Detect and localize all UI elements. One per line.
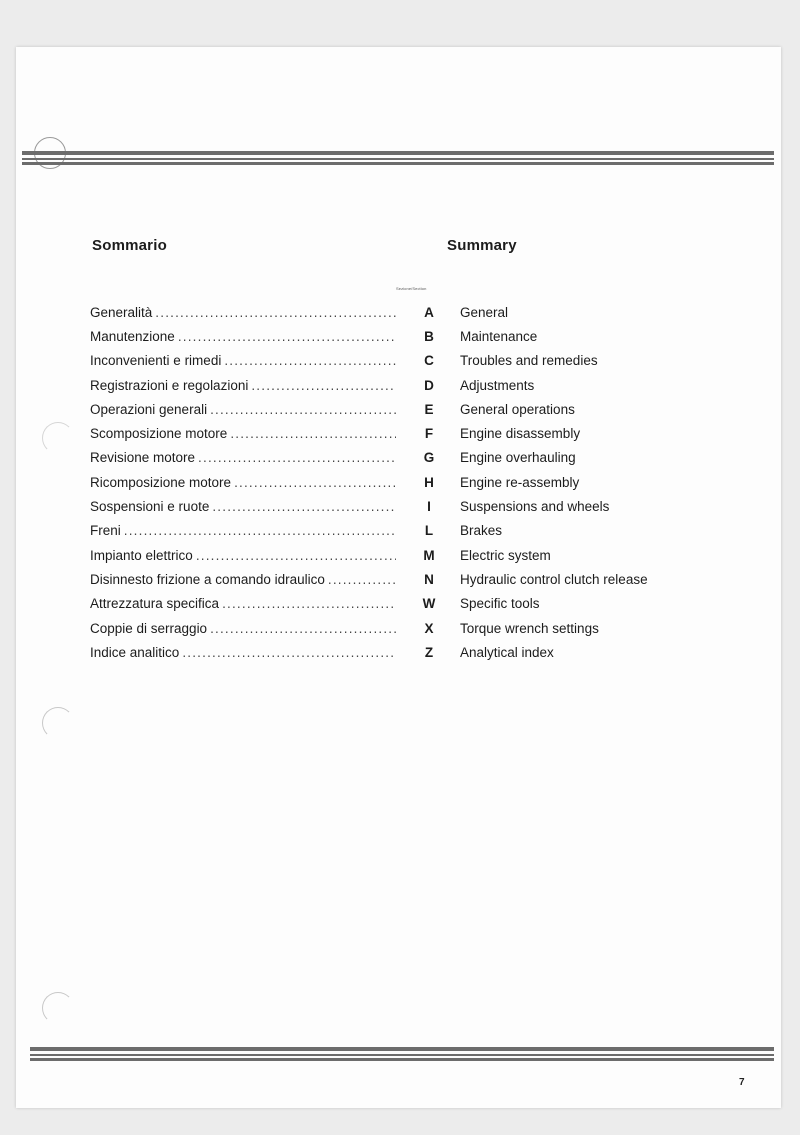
punch-hole-icon: [42, 992, 74, 1024]
toc-entry-italian: Registrazioni e regolazioni: [90, 377, 249, 393]
toc-entry[interactable]: [90, 397, 690, 421]
toc-entry[interactable]: [90, 373, 690, 397]
toc-entry[interactable]: [90, 470, 690, 494]
toc-entry-italian: Disinnesto frizione a comando idraulico: [90, 571, 325, 587]
section-column-caption: Sezione/Section: [396, 286, 427, 291]
toc-entry-section-letter: B: [424, 328, 434, 344]
toc-entry-italian: Operazioni generali: [90, 401, 208, 417]
toc-entry-italian: Sospensioni e ruote: [90, 499, 210, 515]
leader-dots: [207, 402, 396, 417]
toc-entry-english: Engine disassembly: [460, 426, 581, 442]
toc-entry-section-letter: F: [424, 426, 434, 442]
leader-dots: [221, 353, 396, 368]
toc-entry-english: General operations: [460, 401, 575, 417]
toc-entry-english: Troubles and remedies: [460, 353, 598, 369]
toc-entry-english: Adjustments: [460, 377, 535, 393]
toc-entry-english: Torque wrench settings: [460, 620, 599, 636]
toc-entry-english: Specific tools: [460, 596, 540, 612]
summary-title-english: Summary: [447, 237, 517, 254]
toc-entry-section-letter: G: [423, 450, 435, 466]
punch-hole-icon: [42, 707, 74, 739]
toc-entry-section-letter: C: [424, 353, 434, 369]
toc-entry-italian: Generalità: [90, 304, 153, 320]
leader-dots: [179, 645, 396, 660]
toc-entry-section-letter: D: [424, 377, 434, 393]
toc-entry-italian: Coppie di serraggio: [90, 620, 208, 636]
table-of-contents: [90, 300, 690, 664]
toc-entry-italian: Attrezzatura specifica: [90, 596, 220, 612]
leader-dots: [325, 572, 396, 587]
toc-entry-section-letter: N: [424, 571, 434, 587]
toc-entry-english: General: [460, 304, 509, 320]
toc-entry-italian: Revisione motore: [90, 450, 196, 466]
leader-dots: [175, 329, 396, 344]
toc-entry[interactable]: [90, 421, 690, 445]
toc-entry-section-letter: X: [424, 620, 434, 636]
leader-dots: [193, 548, 396, 563]
toc-entry[interactable]: [90, 543, 690, 567]
leader-dots: [209, 499, 396, 514]
toc-entry-english: Hydraulic control clutch release: [460, 571, 648, 587]
toc-entry-section-letter: E: [424, 401, 434, 417]
toc-entry-section-letter: H: [424, 474, 434, 490]
toc-entry[interactable]: [90, 300, 690, 324]
toc-entry-italian: Scomposizione motore: [90, 426, 228, 442]
page-number: 7: [739, 1077, 745, 1088]
toc-entry-section-letter: A: [424, 304, 434, 320]
leader-dots: [248, 378, 396, 393]
toc-entry[interactable]: [90, 640, 690, 664]
toc-entry-section-letter: I: [427, 499, 431, 515]
toc-entry-italian: Ricomposizione motore: [90, 474, 232, 490]
leader-dots: [231, 475, 396, 490]
toc-entry-italian: Manutenzione: [90, 328, 175, 344]
leader-dots: [195, 450, 396, 465]
toc-entry[interactable]: [90, 592, 690, 616]
leader-dots: [121, 523, 396, 538]
document-page: [16, 47, 781, 1108]
toc-entry-section-letter: Z: [424, 644, 434, 660]
leader-dots: [207, 621, 396, 636]
toc-entry[interactable]: [90, 616, 690, 640]
toc-entry-section-letter: L: [424, 523, 434, 539]
leader-dots: [227, 426, 396, 441]
leader-dots: [152, 305, 396, 320]
toc-entry[interactable]: [90, 349, 690, 373]
toc-entry-english: Suspensions and wheels: [460, 499, 610, 515]
toc-entry-italian: Inconvenienti e rimedi: [90, 353, 222, 369]
toc-entry-english: Maintenance: [460, 328, 538, 344]
toc-entry-section-letter: M: [423, 547, 435, 563]
toc-entry-italian: Freni: [90, 523, 121, 539]
toc-entry-english: Electric system: [460, 547, 551, 563]
toc-entry[interactable]: [90, 446, 690, 470]
summary-title-italian: Sommario: [92, 237, 167, 254]
toc-entry-english: Engine re-assembly: [460, 474, 580, 490]
toc-entry[interactable]: [90, 519, 690, 543]
toc-entry-italian: Indice analitico: [90, 644, 180, 660]
toc-entry-english: Engine overhauling: [460, 450, 576, 466]
toc-entry-italian: Impianto elettrico: [90, 547, 193, 563]
toc-entry-english: Brakes: [460, 523, 503, 539]
toc-entry[interactable]: [90, 494, 690, 518]
punch-hole-icon: [42, 422, 74, 454]
toc-entry[interactable]: [90, 567, 690, 591]
toc-entry-english: Analytical index: [460, 644, 554, 660]
leader-dots: [219, 596, 396, 611]
toc-entry[interactable]: [90, 324, 690, 348]
toc-entry-section-letter: W: [422, 596, 436, 612]
